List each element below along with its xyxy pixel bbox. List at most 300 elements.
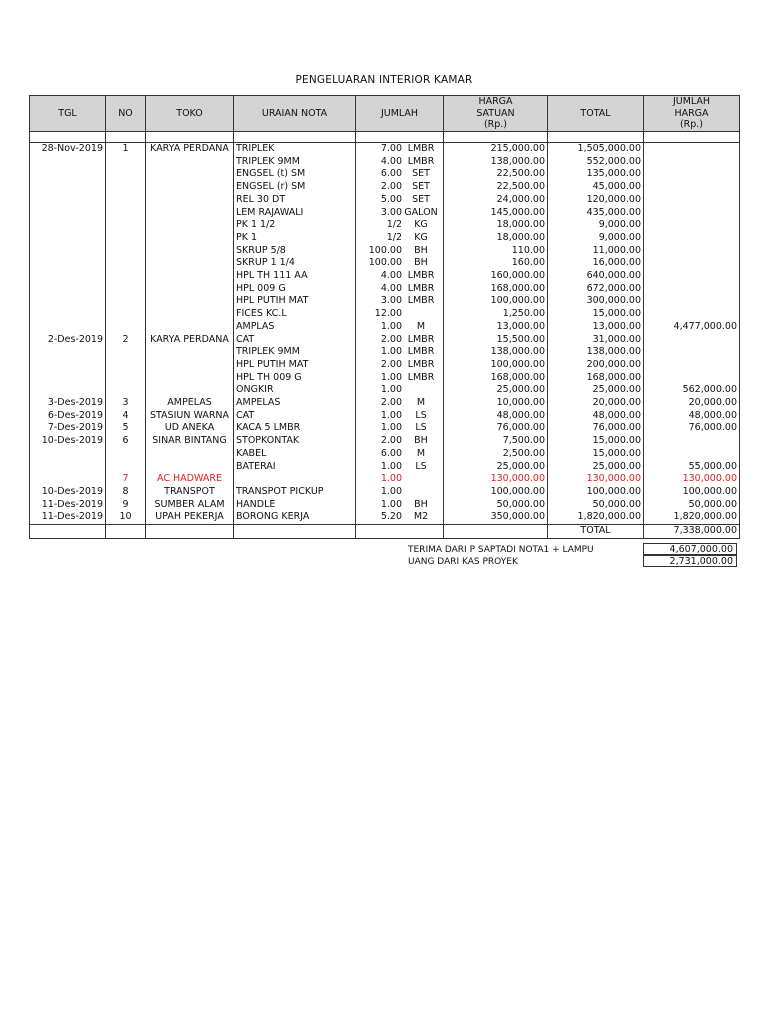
cell-jumlah	[356, 207, 444, 220]
cell-tgl	[30, 321, 106, 334]
cell-qty: 4.00	[380, 282, 402, 294]
cell-jumlah-harga: 48,000.00	[644, 410, 740, 423]
cell-jumlah-harga	[644, 257, 740, 270]
cell-toko: SUMBER ALAM	[146, 499, 234, 512]
cell-harga-satuan: 48,000.00	[444, 410, 548, 423]
cell-toko: UD ANEKA	[146, 422, 234, 435]
cell-total: 120,000.00	[548, 194, 644, 207]
cell-unit: LMBR	[407, 155, 435, 167]
cell-harga-satuan: 25,000.00	[444, 461, 548, 474]
table-row	[30, 232, 740, 245]
table-row	[30, 384, 740, 397]
cell-harga-satuan: 15,500.00	[444, 334, 548, 347]
cell-no	[106, 181, 146, 194]
header-toko: TOKO	[146, 96, 234, 132]
cell-qty: 3.00	[380, 295, 402, 307]
table-row	[30, 245, 740, 258]
cell-unit: LMBR	[407, 295, 435, 307]
cell-jumlah	[356, 422, 444, 435]
cell-unit: LS	[415, 422, 427, 434]
cell-no: 3	[106, 397, 146, 410]
table-row	[30, 359, 740, 372]
table-row	[30, 473, 740, 486]
cell-tgl	[30, 283, 106, 296]
cell-jumlah	[356, 181, 444, 194]
cell-jumlah-harga	[644, 232, 740, 245]
cell-harga-satuan: 100,000.00	[444, 295, 548, 308]
table-row	[30, 181, 740, 194]
cell-uraian: TRIPLEK	[234, 143, 356, 156]
cell-toko	[146, 194, 234, 207]
cell-jumlah	[356, 232, 444, 245]
header-jumlah-harga	[644, 96, 740, 132]
cell-uraian: CAT	[234, 410, 356, 423]
table-row	[30, 346, 740, 359]
cell-jumlah-harga	[644, 346, 740, 359]
cell-toko	[146, 207, 234, 220]
cell-toko	[146, 308, 234, 321]
cell-toko	[146, 461, 234, 474]
cell-unit: BH	[414, 257, 428, 269]
spacer-row	[30, 132, 740, 143]
cell-toko	[146, 359, 234, 372]
cell-total: 16,000.00	[548, 257, 644, 270]
cell-uraian: ENGSEL (t) SM	[234, 168, 356, 181]
cell-unit: GALON	[404, 206, 438, 218]
cell-unit: LMBR	[407, 371, 435, 383]
cell-jumlah-harga	[644, 181, 740, 194]
cell-harga-satuan: 110.00	[444, 245, 548, 258]
cell-uraian: ENGSEL (r) SM	[234, 181, 356, 194]
cell-total: 25,000.00	[548, 461, 644, 474]
header-uraian: URAIAN NOTA	[234, 96, 356, 132]
table-row	[30, 295, 740, 308]
header-harga-line1: HARGA	[478, 96, 513, 108]
cell-harga-satuan: 145,000.00	[444, 207, 548, 220]
cell-tgl	[30, 308, 106, 321]
cell-jumlah	[356, 499, 444, 512]
cell-qty: 6.00	[380, 447, 402, 459]
cell-total: 135,000.00	[548, 168, 644, 181]
cell-unit: BH	[414, 498, 428, 510]
table-row	[30, 270, 740, 283]
cell-toko	[146, 283, 234, 296]
cell-unit: LS	[415, 460, 427, 472]
cell-uraian: LEM RAJAWALI	[234, 207, 356, 220]
cell-tgl	[30, 270, 106, 283]
table-row	[30, 156, 740, 169]
cell-unit: KG	[414, 219, 428, 231]
cell-toko: TRANSPOT	[146, 486, 234, 499]
spacer-cell	[548, 132, 644, 143]
cell-total: 9,000.00	[548, 232, 644, 245]
cell-uraian: PK 1	[234, 232, 356, 245]
cell-jumlah-harga: 76,000.00	[644, 422, 740, 435]
cell-harga-satuan: 22,500.00	[444, 168, 548, 181]
cell-unit: SET	[412, 168, 430, 180]
cell-uraian: FICES KC.L	[234, 308, 356, 321]
cell-uraian: SKRUP 5/8	[234, 245, 356, 258]
cell-harga-satuan: 18,000.00	[444, 219, 548, 232]
cell-harga-satuan: 24,000.00	[444, 194, 548, 207]
cell-harga-satuan: 160.00	[444, 257, 548, 270]
cell-total: 25,000.00	[548, 384, 644, 397]
table-row	[30, 321, 740, 334]
cell-unit: SET	[412, 193, 430, 205]
spacer-cell	[644, 132, 740, 143]
cell-no	[106, 295, 146, 308]
cell-jumlah	[356, 257, 444, 270]
cell-jumlah-harga: 20,000.00	[644, 397, 740, 410]
cell-jumlah	[356, 384, 444, 397]
cell-no: 2	[106, 334, 146, 347]
cell-uraian: HPL TH 111 AA	[234, 270, 356, 283]
cell-qty: 1.00	[380, 485, 402, 497]
header-jumlah: JUMLAH	[356, 96, 444, 132]
table-row	[30, 372, 740, 385]
cell-total: 11,000.00	[548, 245, 644, 258]
cell-harga-satuan: 2,500.00	[444, 448, 548, 461]
table-row	[30, 257, 740, 270]
cell-no	[106, 257, 146, 270]
cell-qty: 1.00	[380, 346, 402, 358]
table-row	[30, 143, 740, 156]
cell-jumlah-harga	[644, 207, 740, 220]
spacer-cell	[146, 132, 234, 143]
cell-no: 1	[106, 143, 146, 156]
cell-jumlah	[356, 308, 444, 321]
cell-jumlah-harga: 55,000.00	[644, 461, 740, 474]
cell-jumlah	[356, 346, 444, 359]
cell-qty: 7.00	[380, 143, 402, 154]
cell-harga-satuan: 350,000.00	[444, 511, 548, 524]
cell-toko: KARYA PERDANA	[146, 334, 234, 347]
cell-no	[106, 207, 146, 220]
header-jh-line3: (Rp.)	[679, 119, 704, 131]
cell-qty: 100.00	[368, 244, 402, 256]
cell-toko	[146, 384, 234, 397]
spacer-cell	[356, 132, 444, 143]
header-total: TOTAL	[548, 96, 644, 132]
cell-jumlah	[356, 156, 444, 169]
cell-tgl: 11-Des-2019	[30, 511, 106, 524]
cell-jumlah	[356, 410, 444, 423]
cell-unit: LS	[415, 409, 427, 421]
total-label: TOTAL	[548, 525, 644, 539]
cell-jumlah-harga: 4,477,000.00	[644, 321, 740, 334]
cell-uraian: STOPKONTAK	[234, 435, 356, 448]
total-row-empty-cell	[30, 525, 106, 539]
cell-total: 48,000.00	[548, 410, 644, 423]
total-row	[30, 525, 740, 539]
cell-unit: M	[416, 447, 426, 459]
cell-qty: 1.00	[380, 371, 402, 383]
cell-tgl	[30, 295, 106, 308]
header-tgl: TGL	[30, 96, 106, 132]
cell-toko	[146, 245, 234, 258]
cell-qty: 1/2	[386, 219, 402, 231]
cell-jumlah-harga: 100,000.00	[644, 486, 740, 499]
cell-total: 76,000.00	[548, 422, 644, 435]
cell-toko: STASIUN WARNA	[146, 410, 234, 423]
cell-qty: 5.00	[380, 193, 402, 205]
cell-jumlah-harga	[644, 156, 740, 169]
cell-total: 100,000.00	[548, 486, 644, 499]
cell-tgl: 10-Des-2019	[30, 486, 106, 499]
cell-no: 10	[106, 511, 146, 524]
table-row	[30, 194, 740, 207]
cell-qty: 1.00	[380, 384, 402, 396]
cell-unit: M	[416, 397, 426, 409]
cell-no: 9	[106, 499, 146, 512]
cell-no: 6	[106, 435, 146, 448]
cell-uraian: TRIPLEK 9MM	[234, 156, 356, 169]
cell-total: 13,000.00	[548, 321, 644, 334]
cell-jumlah-harga	[644, 194, 740, 207]
cell-total: 300,000.00	[548, 295, 644, 308]
total-row-empty-cell	[106, 525, 146, 539]
cell-no	[106, 346, 146, 359]
cell-uraian: KACA 5 LMBR	[234, 422, 356, 435]
cell-tgl	[30, 461, 106, 474]
cell-unit: BH	[414, 244, 428, 256]
cell-total: 20,000.00	[548, 397, 644, 410]
table-row	[30, 207, 740, 220]
cell-toko: AMPELAS	[146, 397, 234, 410]
cell-jumlah-harga	[644, 219, 740, 232]
cell-no: 7	[106, 473, 146, 486]
cell-jumlah-harga	[644, 372, 740, 385]
cell-jumlah	[356, 372, 444, 385]
table-row	[30, 308, 740, 321]
cell-no	[106, 308, 146, 321]
cell-total: 15,000.00	[548, 448, 644, 461]
cell-total: 15,000.00	[548, 308, 644, 321]
cell-qty: 1.00	[380, 320, 402, 332]
cell-toko: KARYA PERDANA	[146, 143, 234, 156]
cell-no	[106, 461, 146, 474]
cell-tgl	[30, 219, 106, 232]
cell-uraian: AMPELAS	[234, 397, 356, 410]
cell-harga-satuan: 25,000.00	[444, 384, 548, 397]
table-row	[30, 499, 740, 512]
cell-jumlah	[356, 168, 444, 181]
cell-uraian: HPL 009 G	[234, 283, 356, 296]
cell-jumlah-harga	[644, 435, 740, 448]
cell-harga-satuan: 1,250.00	[444, 308, 548, 321]
cell-unit: LMBR	[407, 358, 435, 370]
cell-no	[106, 156, 146, 169]
cell-harga-satuan: 130,000.00	[444, 473, 548, 486]
header-jh-line1: JUMLAH	[672, 96, 711, 108]
cell-harga-satuan: 13,000.00	[444, 321, 548, 334]
cell-tgl: 3-Des-2019	[30, 397, 106, 410]
cell-total: 31,000.00	[548, 334, 644, 347]
cell-tgl: 6-Des-2019	[30, 410, 106, 423]
cell-uraian: HPL PUTIH MAT	[234, 359, 356, 372]
cell-jumlah	[356, 295, 444, 308]
cell-tgl	[30, 168, 106, 181]
cell-tgl	[30, 181, 106, 194]
cell-uraian	[234, 473, 356, 486]
cell-jumlah-harga	[644, 334, 740, 347]
cell-qty: 1.00	[380, 409, 402, 421]
cell-jumlah	[356, 219, 444, 232]
cell-tgl: 28-Nov-2019	[30, 143, 106, 156]
cell-no	[106, 359, 146, 372]
total-row-empty-cell	[444, 525, 548, 539]
cell-uraian: PK 1 1/2	[234, 219, 356, 232]
cell-tgl	[30, 156, 106, 169]
cell-qty: 1.00	[380, 460, 402, 472]
cell-jumlah-harga	[644, 143, 740, 156]
cell-harga-satuan: 22,500.00	[444, 181, 548, 194]
cell-total: 200,000.00	[548, 359, 644, 372]
cell-uraian: TRANSPOT PICKUP	[234, 486, 356, 499]
cell-unit: LMBR	[407, 143, 435, 154]
cell-tgl: 10-Des-2019	[30, 435, 106, 448]
cell-toko	[146, 232, 234, 245]
cell-total: 15,000.00	[548, 435, 644, 448]
cell-jumlah	[356, 473, 444, 486]
cell-qty: 3.00	[380, 206, 402, 218]
cell-toko	[146, 346, 234, 359]
total-row-empty-cell	[234, 525, 356, 539]
cell-total: 138,000.00	[548, 346, 644, 359]
cell-harga-satuan: 10,000.00	[444, 397, 548, 410]
cell-tgl	[30, 384, 106, 397]
cell-qty: 2.00	[380, 397, 402, 409]
cell-total: 45,000.00	[548, 181, 644, 194]
cell-qty: 2.00	[380, 333, 402, 345]
table-row	[30, 168, 740, 181]
cell-unit: LMBR	[407, 346, 435, 358]
cell-toko	[146, 168, 234, 181]
cell-qty: 1.00	[380, 473, 402, 485]
cell-toko	[146, 321, 234, 334]
cell-no	[106, 245, 146, 258]
cell-tgl	[30, 245, 106, 258]
cell-jumlah	[356, 461, 444, 474]
cell-tgl	[30, 207, 106, 220]
cell-qty: 2.00	[380, 358, 402, 370]
cell-unit: BH	[414, 435, 428, 447]
cell-uraian: BATERAI	[234, 461, 356, 474]
cell-no	[106, 219, 146, 232]
cell-harga-satuan: 215,000.00	[444, 143, 548, 156]
cell-jumlah	[356, 435, 444, 448]
cell-toko	[146, 156, 234, 169]
cell-total: 672,000.00	[548, 283, 644, 296]
total-row-empty-cell	[146, 525, 234, 539]
table-row	[30, 486, 740, 499]
cell-tgl	[30, 194, 106, 207]
cell-uraian: KABEL	[234, 448, 356, 461]
cell-tgl	[30, 346, 106, 359]
cell-total: 130,000.00	[548, 473, 644, 486]
cell-jumlah-harga	[644, 448, 740, 461]
cell-total: 1,820,000.00	[548, 511, 644, 524]
cell-toko	[146, 270, 234, 283]
cell-unit: LMBR	[407, 333, 435, 345]
cell-jumlah-harga	[644, 295, 740, 308]
cell-toko	[146, 181, 234, 194]
cell-tgl	[30, 372, 106, 385]
cell-qty: 1/2	[386, 231, 402, 243]
cell-tgl	[30, 448, 106, 461]
spacer-cell	[30, 132, 106, 143]
table-row	[30, 219, 740, 232]
cell-qty: 1.00	[380, 422, 402, 434]
cell-toko: AC HADWARE	[146, 473, 234, 486]
cell-tgl	[30, 257, 106, 270]
cell-no	[106, 372, 146, 385]
table-row	[30, 461, 740, 474]
cell-tgl	[30, 232, 106, 245]
cell-unit: M	[416, 320, 426, 332]
cell-qty: 1.00	[380, 498, 402, 510]
expense-table	[29, 95, 740, 539]
cell-jumlah-harga: 50,000.00	[644, 499, 740, 512]
table-row	[30, 397, 740, 410]
cell-jumlah-harga: 562,000.00	[644, 384, 740, 397]
cell-qty: 12.00	[374, 308, 402, 320]
header-row	[30, 96, 740, 132]
cell-no	[106, 448, 146, 461]
cell-harga-satuan: 76,000.00	[444, 422, 548, 435]
cell-total: 552,000.00	[548, 156, 644, 169]
summary-value-2: 2,731,000.00	[643, 555, 737, 567]
cell-jumlah	[356, 448, 444, 461]
summary-label-1: TERIMA DARI P SAPTADI NOTA1 + LAMPU	[408, 545, 594, 555]
cell-no	[106, 232, 146, 245]
cell-uraian: SKRUP 1 1/4	[234, 257, 356, 270]
cell-no	[106, 194, 146, 207]
cell-uraian: HPL PUTIH MAT	[234, 295, 356, 308]
cell-jumlah	[356, 359, 444, 372]
spacer-cell	[234, 132, 356, 143]
summary-value-1: 4,607,000.00	[643, 543, 737, 555]
total-row-empty-cell	[356, 525, 444, 539]
cell-unit: LMBR	[407, 270, 435, 282]
cell-jumlah-harga	[644, 283, 740, 296]
cell-jumlah-harga	[644, 359, 740, 372]
cell-no	[106, 168, 146, 181]
cell-no	[106, 321, 146, 334]
cell-uraian: REL 30 DT	[234, 194, 356, 207]
cell-jumlah	[356, 245, 444, 258]
cell-qty: 5.20	[380, 511, 402, 523]
header-harga-satuan	[444, 96, 548, 132]
spacer-cell	[444, 132, 548, 143]
table-row	[30, 334, 740, 347]
cell-tgl: 2-Des-2019	[30, 334, 106, 347]
cell-harga-satuan: 168,000.00	[444, 372, 548, 385]
cell-jumlah	[356, 283, 444, 296]
cell-no	[106, 270, 146, 283]
cell-qty: 100.00	[368, 257, 402, 269]
page-title: PENGELUARAN INTERIOR KAMAR	[295, 74, 473, 86]
header-no: NO	[106, 96, 146, 132]
cell-uraian: AMPLAS	[234, 321, 356, 334]
table-row	[30, 422, 740, 435]
cell-toko	[146, 372, 234, 385]
table-row	[30, 435, 740, 448]
cell-total: 640,000.00	[548, 270, 644, 283]
cell-jumlah	[356, 397, 444, 410]
cell-harga-satuan: 18,000.00	[444, 232, 548, 245]
table-row	[30, 448, 740, 461]
